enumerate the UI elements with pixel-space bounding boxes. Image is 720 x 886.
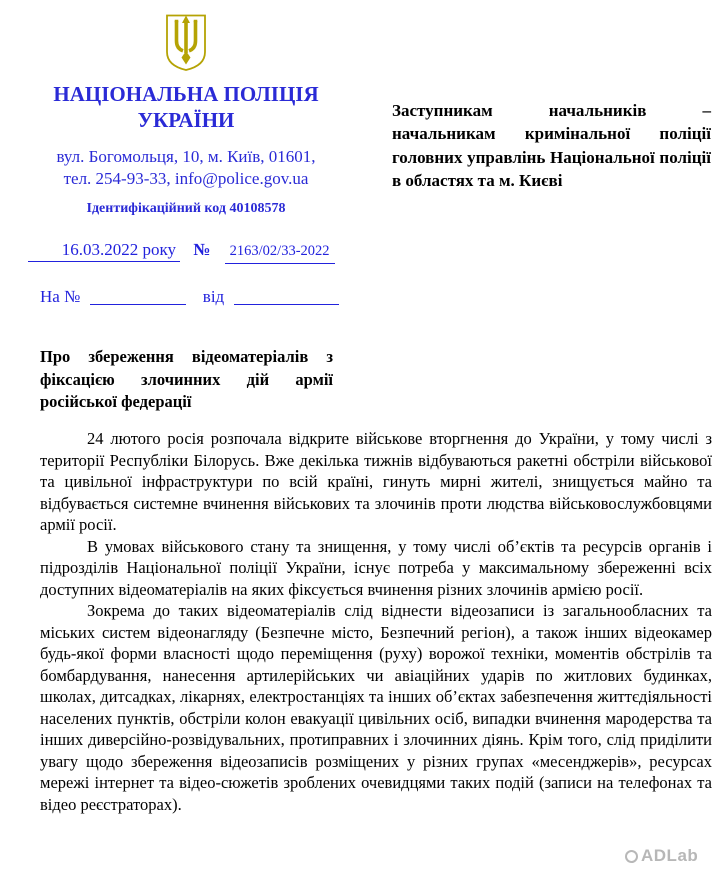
watermark-ring-icon [625,850,638,863]
body-paragraph: В умовах військового стану та знищення, у тому числі об’єктів та ресурсів органів і підрозділів Національної поліції України, існує потреба у максимальному збереженні всіх доступних відеоматеріалів на яких фіксується вчинення різних злочинів армією росії. [40,536,712,599]
org-name: НАЦІОНАЛЬНА ПОЛІЦІЯ УКРАЇНИ [53,82,319,132]
document-number: 2163/02/33-2022 [225,243,335,264]
org-header [36,12,336,217]
from-label: від [202,287,225,306]
watermark-label: ADLab [641,846,699,865]
incoming-number-label: На № [40,287,81,306]
letter-body [40,428,712,815]
org-address-line1: вул. Богомольця, 10, м. Київ, 01601, [56,147,316,166]
document-date: 16.03.2022 року [28,240,180,262]
body-paragraph: 24 лютого росія розпочала відкрите військове вторгнення до України, у тому числі з території Республіки Білорусь. Вже декілька тижнів відбуваються ракетні обстріли військової та цивільної інфраструктури по всій країні, гинуть мирні жителі, знищується майно та відбувається системне вчинення військових та злочинів проти людства військовослужбовцями армії росії. [40,429,712,534]
org-address-line2: тел. 254-93-33, info@police.gov.ua [63,169,309,188]
org-id-code: Ідентифікаційний код 40108578 [86,201,286,216]
from-date-blank [234,287,339,305]
org-address [36,146,336,190]
watermark [625,846,698,866]
incoming-number-blank [90,287,186,305]
subject-block: Про збереження відеоматеріалів з фіксацією злочинних дій армії російської федерації [40,347,333,411]
reference-line-incoming [40,284,339,307]
addressee-block: Заступникам начальників – начальникам кримінальної поліції головних управлінь Національної поліції в областях та м. Києві [392,101,711,190]
reference-line-date-number [28,240,335,264]
number-sign: № [193,240,211,259]
ukraine-tryzub-emblem-icon [163,12,209,72]
body-paragraph: Зокрема до таких відеоматеріалів слід віднести відеозаписи із загальнообласних та міських систем відеонагляду (Безпечне місто, Безпечний регіон), а також інших відеокамер будь-якої форми власності щодо переміщення (руху) ворожої техніки, моментів обстрілів та бомбардування, нанесення артилерійських чи авіаційних ударів по житлових будинках, школах, дитсадках, лікарнях, електростанціях та інших об’єктах забезпечення життєдіяльності населених пунктів, обстріли колон евакуації цивільних осіб, випадки вчинення мародерства та інших диверсійно-розвідувальних, протиправних і злочинних діянь. Крім того, слід приділити увагу щодо збереження відеозаписів розміщених у різних групах «месенджерів», ресурсах мережі інтернет та відео-сюжетів зроблених очевидцями таких подій (записи на телефонах та відео реєстраторах). [40,601,712,814]
